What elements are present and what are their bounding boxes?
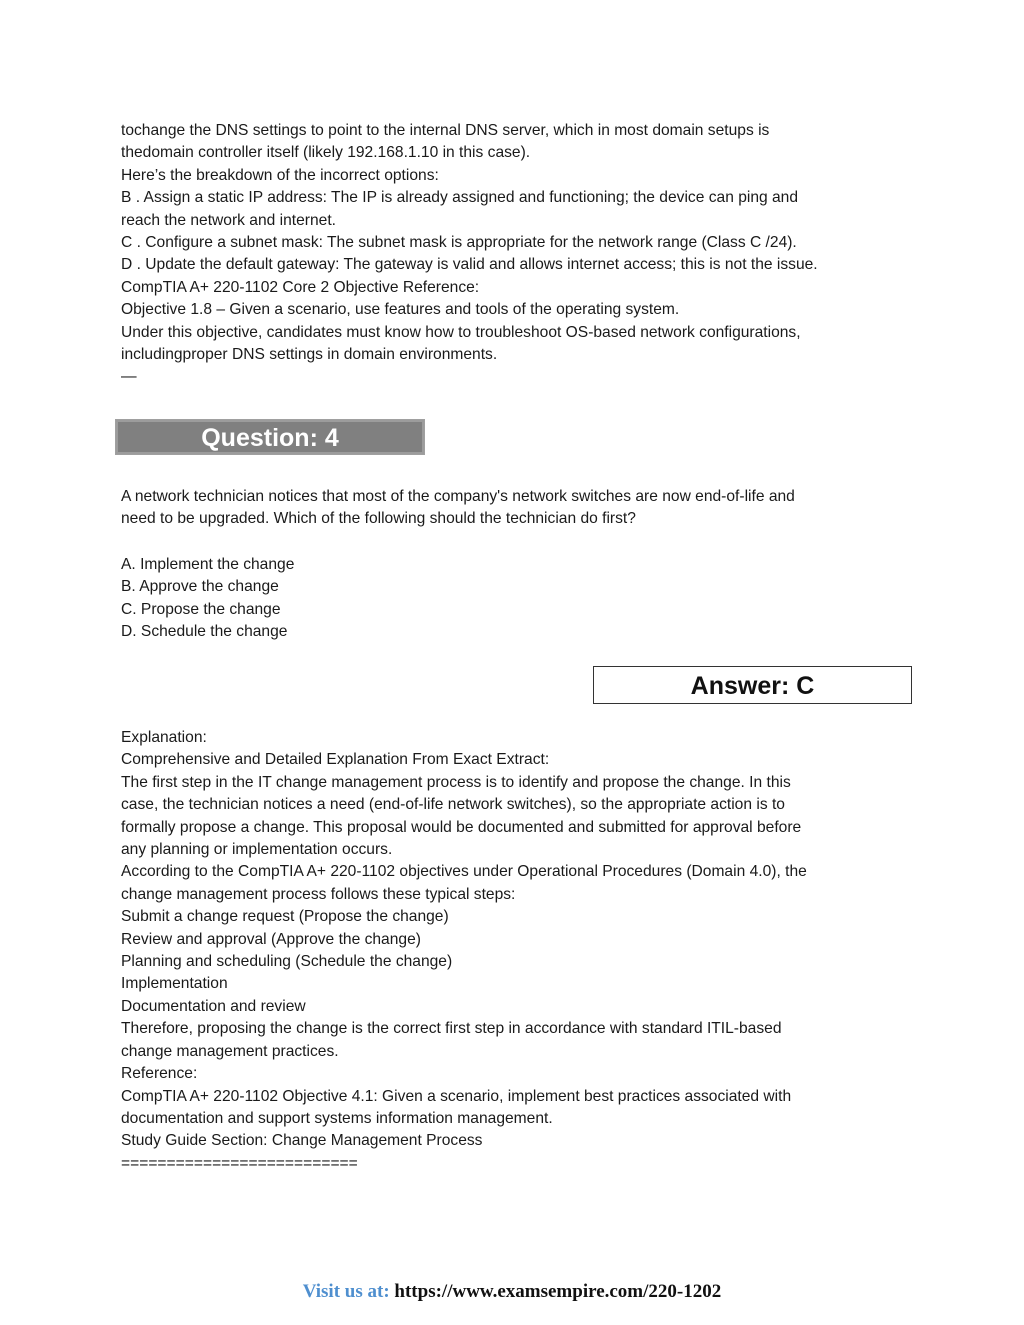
answer-options-list — [121, 554, 901, 644]
question-title: Question: 4 — [201, 424, 339, 452]
text-line: Review and approval (Approve the change) — [121, 930, 421, 948]
text-line: Study Guide Section: Change Management Process — [121, 1132, 483, 1150]
text-line: formally propose a change. This proposal would be documented and submitted for approval before — [121, 818, 802, 836]
footer-label: Visit us at: — [302, 1281, 390, 1302]
text-line: CompTIA A+ 220-1102 Objective 4.1: Given a scenario, implement best practices associated with — [121, 1087, 792, 1105]
text-line: Reference: — [121, 1065, 198, 1083]
text-line: thedomain controller itself (likely 192.168.1.10 in this case). — [121, 144, 531, 162]
text-line: tochange the DNS settings to point to the internal DNS server, which in most domain setups is — [121, 122, 770, 139]
separator-dash: — — [121, 368, 137, 386]
footer — [0, 1281, 1024, 1303]
text-line: change management practices. — [121, 1042, 339, 1060]
explanation-text-block — [121, 727, 901, 1175]
text-line: CompTIA A+ 220-1102 Core 2 Objective Reference: — [121, 278, 480, 296]
text-line: Here’s the breakdown of the incorrect options: — [121, 166, 439, 184]
question-banner — [115, 419, 425, 455]
text-line: Explanation: — [121, 729, 207, 746]
text-line: According to the CompTIA A+ 220-1102 objectives under Operational Procedures (Domain 4.0), the — [121, 863, 807, 881]
option-b: B. Approve the change — [121, 578, 279, 596]
text-line: C . Configure a subnet mask: The subnet mask is appropriate for the network range (Class C /24). — [121, 234, 797, 252]
question-text-line: need to be upgraded. Which of the following should the technician do first? — [121, 510, 636, 528]
text-line: Submit a change request (Propose the change) — [121, 908, 449, 926]
text-line: Under this objective, candidates must know how to troubleshoot OS-based network configurations, — [121, 323, 801, 341]
text-line: Objective 1.8 – Given a scenario, use features and tools of the operating system. — [121, 301, 680, 319]
text-line: change management process follows these typical steps: — [121, 885, 516, 903]
question-text-line: A network technician notices that most of the company's network switches are now end-of-life and — [121, 488, 795, 505]
text-line: The first step in the IT change management process is to identify and propose the change. In this — [121, 773, 791, 791]
option-a: A. Implement the change — [121, 556, 295, 573]
option-d: D. Schedule the change — [121, 623, 288, 641]
answer-box — [593, 666, 912, 704]
separator-equals: ========================== — [121, 1154, 358, 1172]
text-line: includingproper DNS settings in domain environments. — [121, 346, 498, 364]
text-line: documentation and support systems information management. — [121, 1109, 553, 1127]
option-c: C. Propose the change — [121, 600, 281, 618]
footer-url-link[interactable]: https://www.examsempire.com/220-1202 — [394, 1281, 722, 1302]
text-line: Planning and scheduling (Schedule the change) — [121, 953, 453, 971]
text-line: Implementation — [121, 975, 228, 993]
text-line: case, the technician notices a need (end-of-life network switches), so the appropriate action is to — [121, 796, 785, 814]
intro-text-block — [121, 120, 901, 389]
answer-label: Answer: C — [690, 672, 815, 700]
text-line: Comprehensive and Detailed Explanation From Exact Extract: — [121, 751, 550, 769]
text-line: Therefore, proposing the change is the correct first step in accordance with standard ITIL-based — [121, 1020, 782, 1038]
text-line: any planning or implementation occurs. — [121, 841, 393, 859]
text-line: D . Update the default gateway: The gateway is valid and allows internet access; this is not the issue. — [121, 256, 818, 274]
question-text-block — [121, 486, 901, 531]
text-line: Documentation and review — [121, 997, 306, 1015]
text-line: reach the network and internet. — [121, 211, 336, 229]
text-line: B . Assign a static IP address: The IP is already assigned and functioning; the device can ping and — [121, 189, 799, 207]
